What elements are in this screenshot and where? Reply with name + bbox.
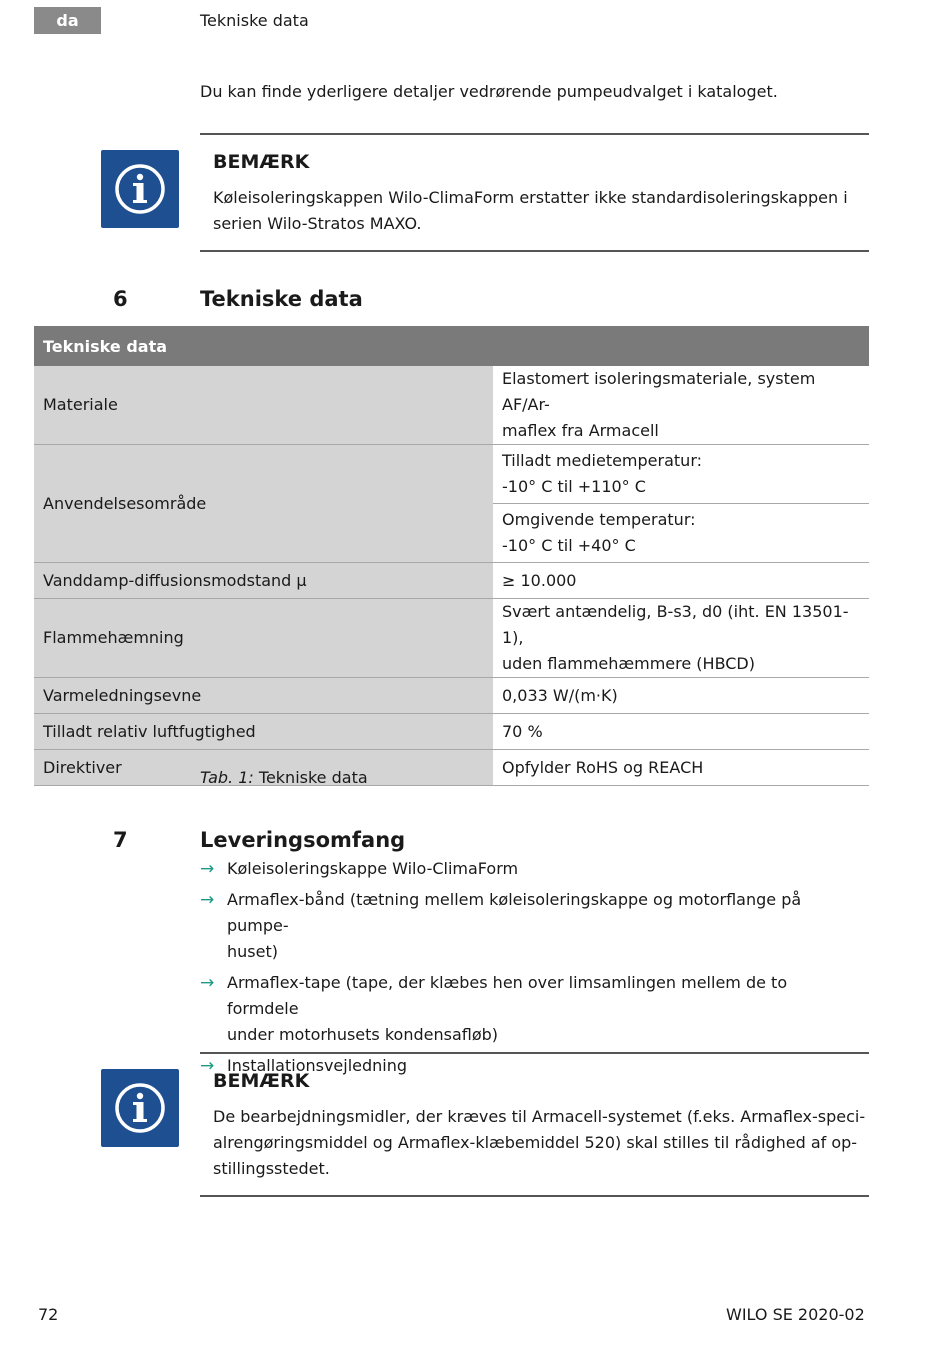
item-line: Armaflex-bånd (tætning mellem køleisoleringskappe og motorflange på pumpe- [227,890,802,935]
value-line: Tilladt medietemperatur: [502,451,702,470]
table-row [34,445,869,504]
value-line: uden flammehæmmere (HBCD) [502,654,755,673]
item-line: Installationsvejledning [227,1056,408,1075]
value-line: -10° C til +110° C [502,477,646,496]
table-row [34,714,869,750]
table-header: Tekniske data [34,326,869,366]
row-value [493,366,869,445]
list-item [200,970,860,1048]
section-title: Tekniske data [200,287,363,311]
note-box [200,1052,869,1197]
list-item [200,887,860,965]
note-text [213,1104,865,1182]
note-line: alrengøringsmiddel og Armaflex-klæbemiddel 520) skal stilles til rådighed af op- [213,1133,858,1152]
value-line: Elastomert isoleringsmateriale, system AF/Ar- [502,369,816,414]
intro-text: Du kan finde yderligere detaljer vedrørende pumpeudvalget i kataloget. [200,82,778,101]
value-line: Svært antændelig, B-s3, d0 (iht. EN 13501-1), [502,602,849,647]
note-text [213,185,848,237]
table-caption [200,768,368,787]
value-line: Omgivende temperatur: [502,510,696,529]
footer-company: WILO SE 2020-02 [726,1305,865,1324]
row-value: Opfylder RoHS og REACH [493,750,869,786]
info-icon [101,150,179,228]
row-value: 0,033 W/(m·K) [493,678,869,714]
row-key: Varmeledningsevne [34,678,493,714]
value-line: maflex fra Armacell [502,421,659,440]
caption-text: Tekniske data [258,768,368,787]
note-line: stillingsstedet. [213,1159,330,1178]
row-value: ≥ 10.000 [493,563,869,599]
list-item [200,856,860,882]
table-row [34,678,869,714]
arrow-right-icon: → [200,973,215,993]
running-header-title: Tekniske data [200,11,309,30]
table-row [34,599,869,678]
row-value [493,504,869,563]
arrow-right-icon: → [200,1056,215,1076]
note-title: BEMÆRK [213,1070,310,1092]
item-line: under motorhusets kondensafløb) [227,1025,499,1044]
note-box [200,133,869,252]
item-line: Armaflex-tape (tape, der klæbes hen over limsamlingen mellem de to formdele [227,973,788,1018]
value-line: -10° C til +40° C [502,536,636,555]
language-tab: da [34,7,101,34]
row-value [493,445,869,504]
tech-data-table [34,326,869,786]
note-title: BEMÆRK [213,151,310,173]
delivery-list [200,856,860,1084]
row-value [493,599,869,678]
info-icon [101,1069,179,1147]
section-title: Leveringsomfang [200,828,406,852]
table-row [34,750,869,786]
row-key: Direktiver [34,750,493,786]
table-row [34,563,869,599]
caption-label: Tab. 1: [200,768,254,787]
note-line: Køleisoleringskappen Wilo-ClimaForm erstatter ikke standardisoleringskappen i [213,188,848,207]
row-value: 70 % [493,714,869,750]
arrow-right-icon: → [200,859,215,879]
row-key: Tilladt relativ luftfugtighed [34,714,493,750]
table-row [34,366,869,445]
row-key: Flammehæmning [34,599,493,678]
item-line: huset) [227,942,278,961]
section-number: 6 [113,287,128,311]
section-number: 7 [113,828,128,852]
page-number: 72 [38,1305,59,1324]
row-key: Materiale [34,366,493,445]
note-line: serien Wilo-Stratos MAXO. [213,214,422,233]
item-line: Køleisoleringskappe Wilo-ClimaForm [227,859,519,878]
row-key: Vanddamp-diffusionsmodstand μ [34,563,493,599]
row-key: Anvendelsesområde [34,445,493,563]
note-line: De bearbejdningsmidler, der kræves til Armacell-systemet (f.eks. Armaflex-speci- [213,1107,866,1126]
arrow-right-icon: → [200,890,215,910]
